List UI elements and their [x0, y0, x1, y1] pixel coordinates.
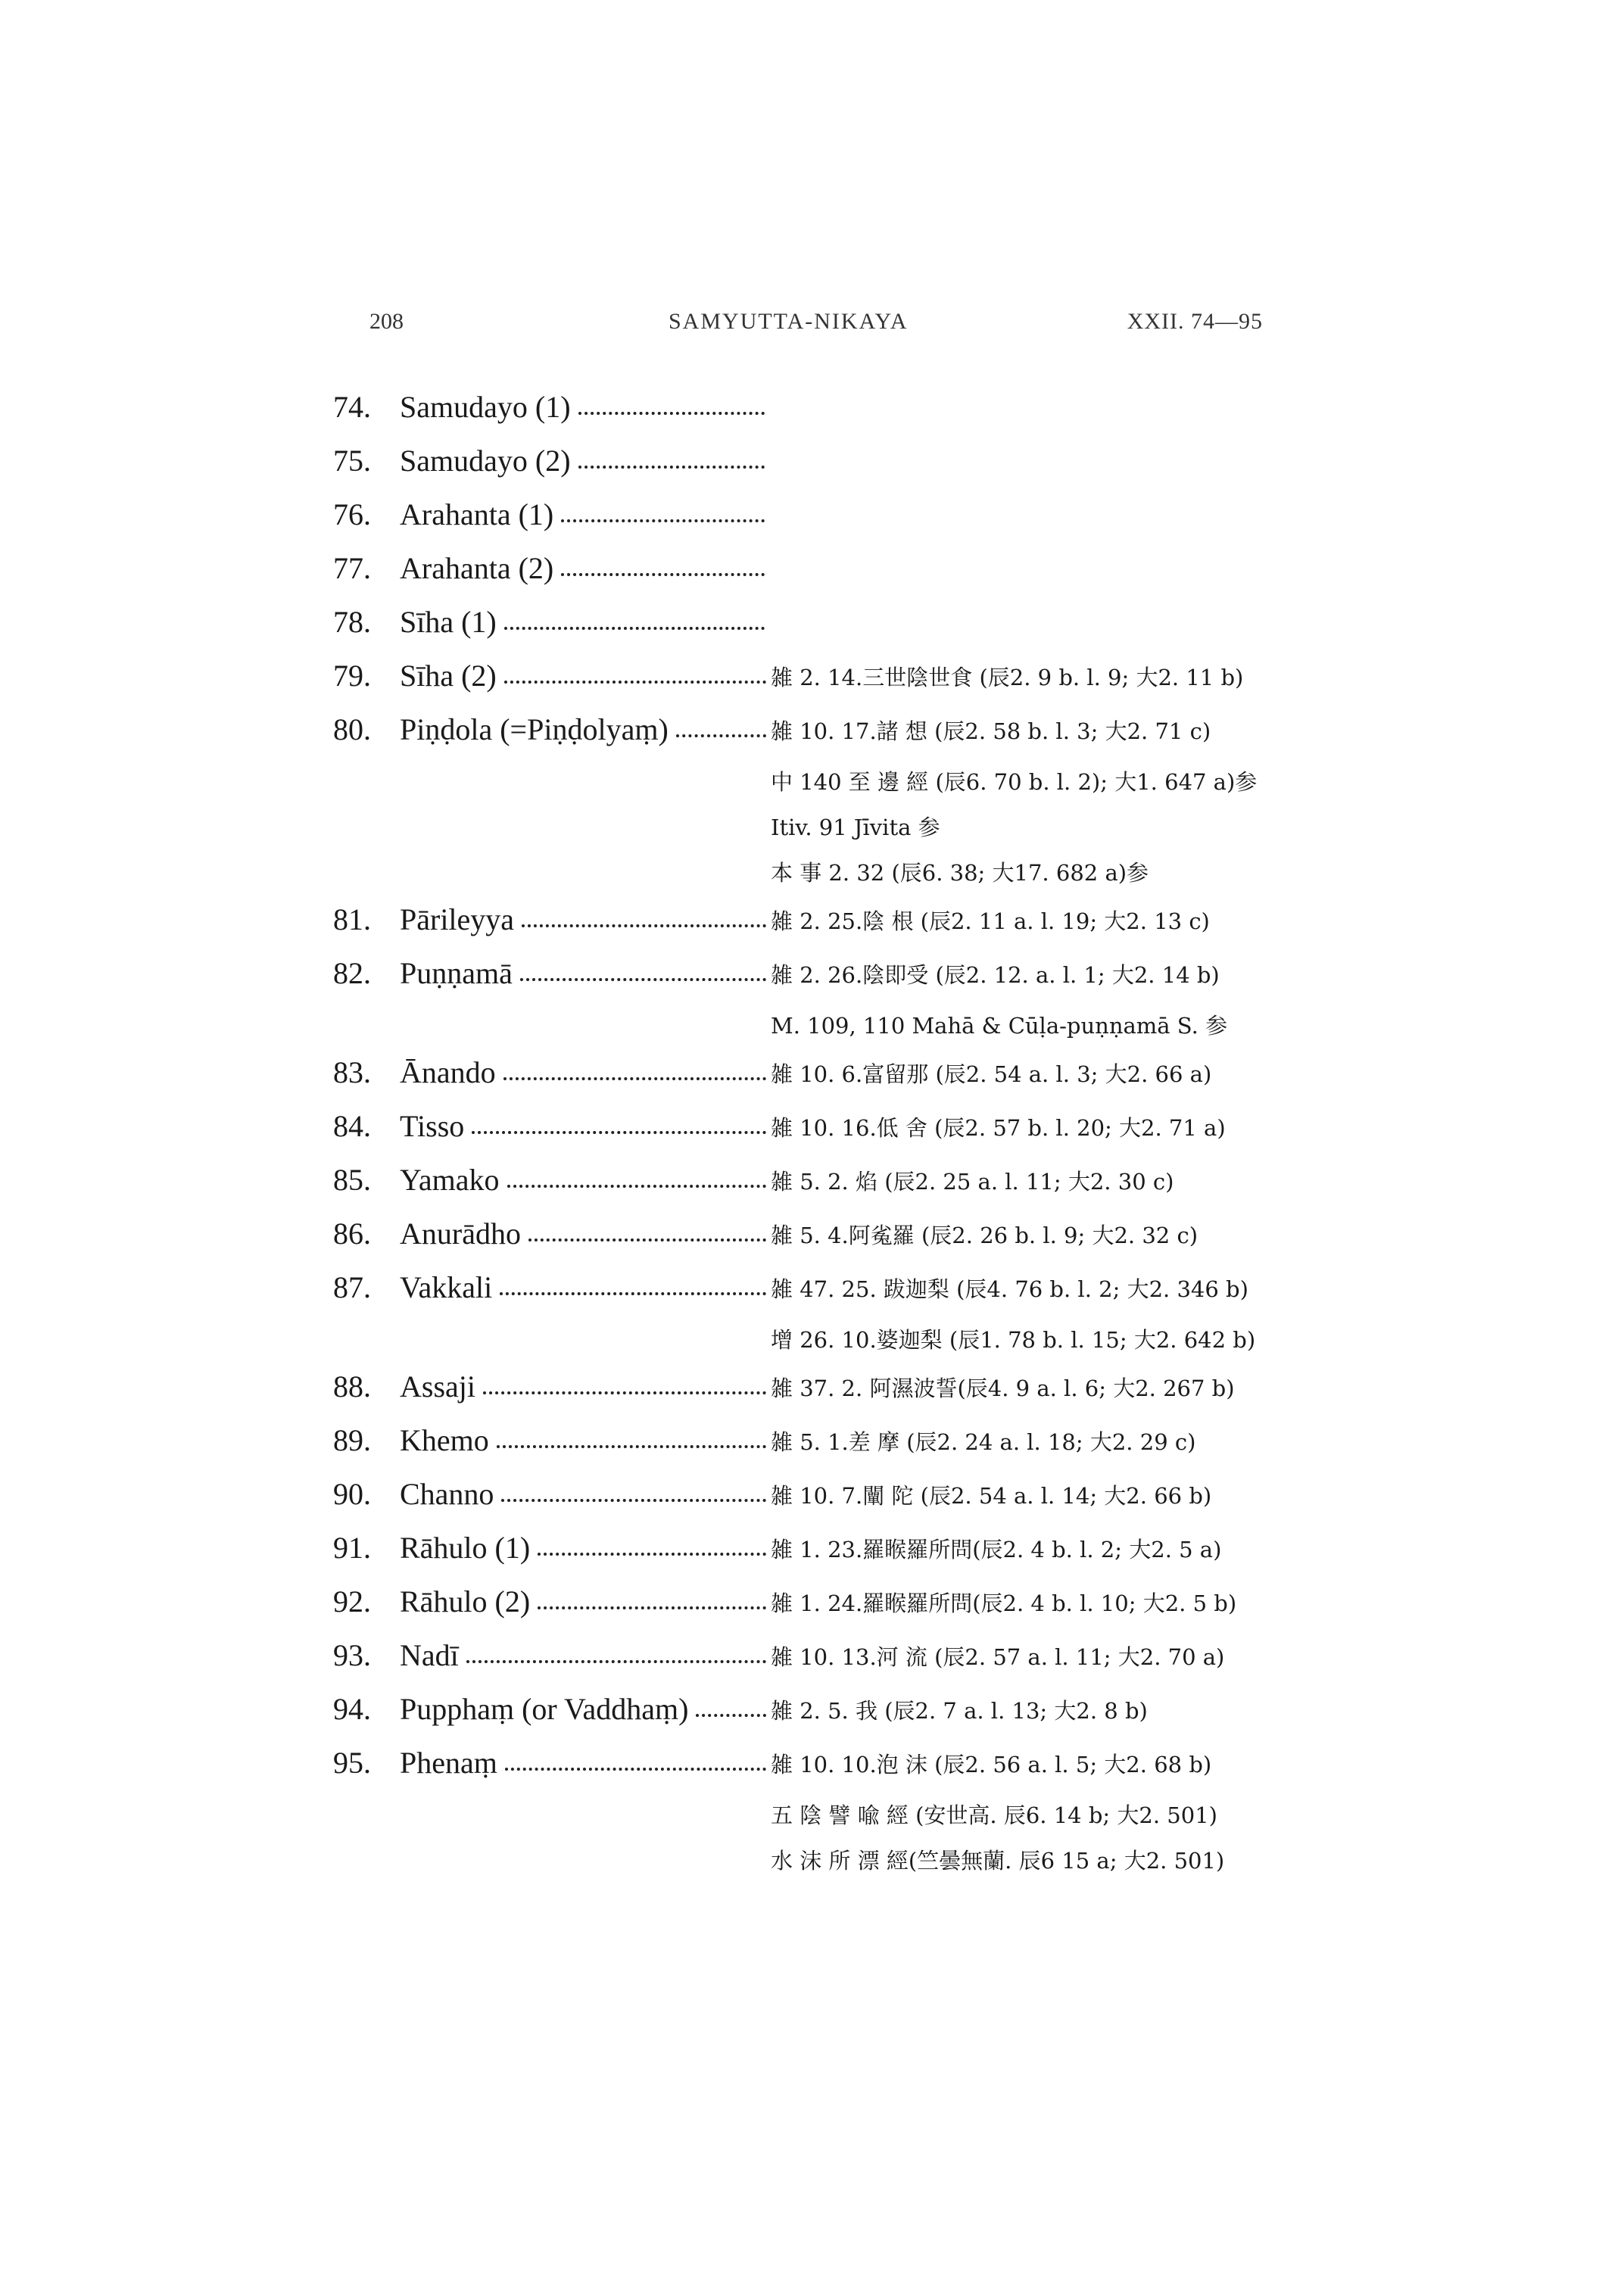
- dotted-leader: [520, 978, 766, 981]
- additional-reference-line: [0, 1794, 1624, 1840]
- index-entry: [0, 492, 1624, 546]
- index-entry: [0, 600, 1624, 653]
- dotted-leader: [538, 1553, 766, 1556]
- sutta-name: Sīha (2): [400, 659, 497, 693]
- index-entry: [0, 1418, 1624, 1472]
- sutta-name: Tisso: [400, 1109, 465, 1143]
- entry-number: 91.: [333, 1531, 371, 1565]
- dotted-leader: [504, 681, 766, 684]
- parallel-reference: 雑 37. 2. 阿濕波誓(辰4. 9 a. l. 6; 大2. 267 b): [771, 1375, 1235, 1401]
- page-number: 208: [369, 309, 404, 334]
- parallel-reference: 雑 5. 4.阿㝹羅 (辰2. 26 b. l. 9; 大2. 32 c): [771, 1223, 1199, 1248]
- parallel-reference: 雑 10. 6.富留那 (辰2. 54 a. l. 3; 大2. 66 a): [771, 1061, 1212, 1087]
- entry-number: 92.: [333, 1584, 371, 1618]
- entry-number: 77.: [333, 551, 371, 585]
- sutta-name: Arahanta (2): [400, 551, 554, 585]
- parallel-reference: 雑 2. 5. 我 (辰2. 7 a. l. 13; 大2. 8 b): [771, 1698, 1148, 1724]
- entry-number: 89.: [333, 1423, 371, 1457]
- index-entry: [0, 951, 1624, 1005]
- index-entry: [0, 1104, 1624, 1157]
- entry-number: 93.: [333, 1638, 371, 1672]
- index-entry: [0, 1740, 1624, 1794]
- sutta-name: Arahanta (1): [400, 497, 554, 531]
- entry-number: 85.: [333, 1163, 371, 1197]
- index-entry: [0, 1157, 1624, 1211]
- parallel-reference: 雑 10. 7.闡 陀 (辰2. 54 a. l. 14; 大2. 66 b): [771, 1483, 1212, 1509]
- dotted-leader: [696, 1714, 766, 1717]
- entry-number: 90.: [333, 1477, 371, 1511]
- sutta-name: Rāhulo (1): [400, 1531, 531, 1565]
- index-entry: [0, 1525, 1624, 1579]
- index-entry: [0, 1633, 1624, 1687]
- index-entry: [0, 1472, 1624, 1525]
- sutta-name: Rāhulo (2): [400, 1584, 531, 1618]
- additional-reference: 五 陰 譬 喩 經 (安世高. 辰6. 14 b; 大2. 501): [771, 1802, 1217, 1828]
- additional-reference: 中 140 至 邊 經 (辰6. 70 b. l. 2); 大1. 647 a)参: [771, 769, 1258, 795]
- index-entry: [0, 1211, 1624, 1265]
- index-entry: [0, 1364, 1624, 1418]
- parallel-reference: 雑 1. 24.羅睺羅所問(辰2. 4 b. l. 10; 大2. 5 b): [771, 1590, 1237, 1616]
- additional-reference: Itiv. 91 Jīvita 参: [771, 815, 940, 840]
- dotted-leader: [538, 1606, 766, 1609]
- additional-reference: 本 事 2. 32 (辰6. 38; 大17. 682 a)参: [771, 860, 1149, 886]
- entry-number: 81.: [333, 902, 371, 936]
- sutta-name: Puṇṇamā: [400, 956, 513, 990]
- index-entry: [0, 1687, 1624, 1740]
- additional-reference-line: [0, 1840, 1624, 1885]
- dotted-leader: [522, 924, 766, 927]
- entry-number: 79.: [333, 659, 371, 693]
- dotted-leader: [505, 1768, 766, 1771]
- entry-number: 74.: [333, 390, 371, 424]
- dotted-leader: [497, 1445, 766, 1448]
- entry-number: 86.: [333, 1217, 371, 1251]
- parallel-reference: 雑 10. 10.泡 沫 (辰2. 56 a. l. 5; 大2. 68 b): [771, 1752, 1212, 1777]
- parallel-reference: 雑 10. 17.諸 想 (辰2. 58 b. l. 3; 大2. 71 c): [771, 718, 1211, 744]
- dotted-leader: [578, 412, 765, 415]
- parallel-reference: 雑 5. 1.差 摩 (辰2. 24 a. l. 18; 大2. 29 c): [771, 1429, 1196, 1455]
- additional-reference: 增 26. 10.婆迦梨 (辰1. 78 b. l. 15; 大2. 642 b): [771, 1327, 1256, 1353]
- parallel-reference: 雑 47. 25. 跋迦梨 (辰4. 76 b. l. 2; 大2. 346 b): [771, 1276, 1248, 1302]
- sutta-name: Khemo: [400, 1423, 489, 1457]
- sutta-name: Samudayo (2): [400, 444, 571, 478]
- dotted-leader: [501, 1499, 766, 1502]
- entry-number: 84.: [333, 1109, 371, 1143]
- dotted-leader: [504, 627, 765, 630]
- sutta-name: Yamako: [400, 1163, 500, 1197]
- index-entry: [0, 653, 1624, 707]
- entry-number: 76.: [333, 497, 371, 531]
- dotted-leader: [472, 1131, 766, 1134]
- parallel-reference: 雑 2. 14.三世陰世食 (辰2. 9 b. l. 9; 大2. 11 b): [771, 665, 1244, 690]
- parallel-reference: 雑 2. 26.陰即受 (辰2. 12. a. l. 1; 大2. 14 b): [771, 962, 1220, 988]
- dotted-leader: [507, 1185, 766, 1188]
- entry-number: 95.: [333, 1746, 371, 1780]
- section-range: XXII. 74—95: [1127, 309, 1263, 334]
- additional-reference: M. 109, 110 Mahā & Cūḷa-puṇṇamā S. 参: [771, 1013, 1228, 1039]
- dotted-leader: [483, 1391, 766, 1394]
- sutta-name: Assaji: [400, 1369, 475, 1404]
- additional-reference-line: [0, 806, 1624, 852]
- sutta-name: Vakkali: [400, 1270, 493, 1304]
- dotted-leader: [561, 573, 765, 576]
- entry-number: 78.: [333, 605, 371, 639]
- parallel-reference: 雑 5. 2. 焰 (辰2. 25 a. l. 11; 大2. 30 c): [771, 1169, 1174, 1195]
- page-header: [369, 309, 1263, 347]
- dotted-leader: [466, 1660, 766, 1663]
- index-entry: [0, 438, 1624, 492]
- entry-number: 94.: [333, 1692, 371, 1726]
- parallel-reference: 雑 10. 13.河 流 (辰2. 57 a. l. 11; 大2. 70 a): [771, 1644, 1225, 1670]
- additional-reference-line: [0, 852, 1624, 897]
- sutta-name: Channo: [400, 1477, 494, 1511]
- entry-number: 75.: [333, 444, 371, 478]
- index-entry: [0, 1265, 1624, 1319]
- dotted-leader: [578, 466, 765, 469]
- sutta-name: Samudayo (1): [400, 390, 571, 424]
- entry-number: 88.: [333, 1369, 371, 1404]
- sutta-name: Nadī: [400, 1638, 459, 1672]
- additional-reference: 水 沫 所 漂 經(竺曇無蘭. 辰6 15 a; 大2. 501): [771, 1848, 1225, 1874]
- entry-number: 80.: [333, 712, 371, 746]
- entry-number: 82.: [333, 956, 371, 990]
- index-entry: [0, 1579, 1624, 1633]
- parallel-reference: 雑 1. 23.羅睺羅所問(辰2. 4 b. l. 2; 大2. 5 a): [771, 1537, 1222, 1562]
- index-entry: [0, 897, 1624, 951]
- parallel-reference: 雑 10. 16.低 舍 (辰2. 57 b. l. 20; 大2. 71 a): [771, 1115, 1226, 1141]
- additional-reference-line: [0, 761, 1624, 806]
- parallel-reference: 雑 2. 25.陰 根 (辰2. 11 a. l. 19; 大2. 13 c): [771, 908, 1210, 934]
- entry-number: 87.: [333, 1270, 371, 1304]
- dotted-leader: [676, 734, 766, 737]
- additional-reference-line: [0, 1319, 1624, 1364]
- index-entry: [0, 707, 1624, 761]
- sutta-index: [0, 385, 1624, 1885]
- dotted-leader: [503, 1077, 766, 1080]
- dotted-leader: [561, 519, 765, 522]
- sutta-name: Ānando: [400, 1055, 496, 1089]
- index-entry: [0, 1050, 1624, 1104]
- sutta-name: Phenaṃ: [400, 1746, 497, 1780]
- index-entry: [0, 385, 1624, 438]
- dotted-leader: [528, 1238, 766, 1242]
- sutta-name: Pupphaṃ (or Vaddhaṃ): [400, 1692, 689, 1726]
- entry-number: 83.: [333, 1055, 371, 1089]
- sutta-name: Pārileyya: [400, 902, 515, 936]
- dotted-leader: [500, 1292, 766, 1295]
- index-entry: [0, 546, 1624, 600]
- additional-reference-line: [0, 1005, 1624, 1050]
- running-title: SAMYUTTA-NIKAYA: [669, 309, 909, 334]
- sutta-name: Sīha (1): [400, 605, 497, 639]
- sutta-name: Piṇḍola (=Piṇḍolyaṃ): [400, 712, 669, 746]
- sutta-name: Anurādho: [400, 1217, 521, 1251]
